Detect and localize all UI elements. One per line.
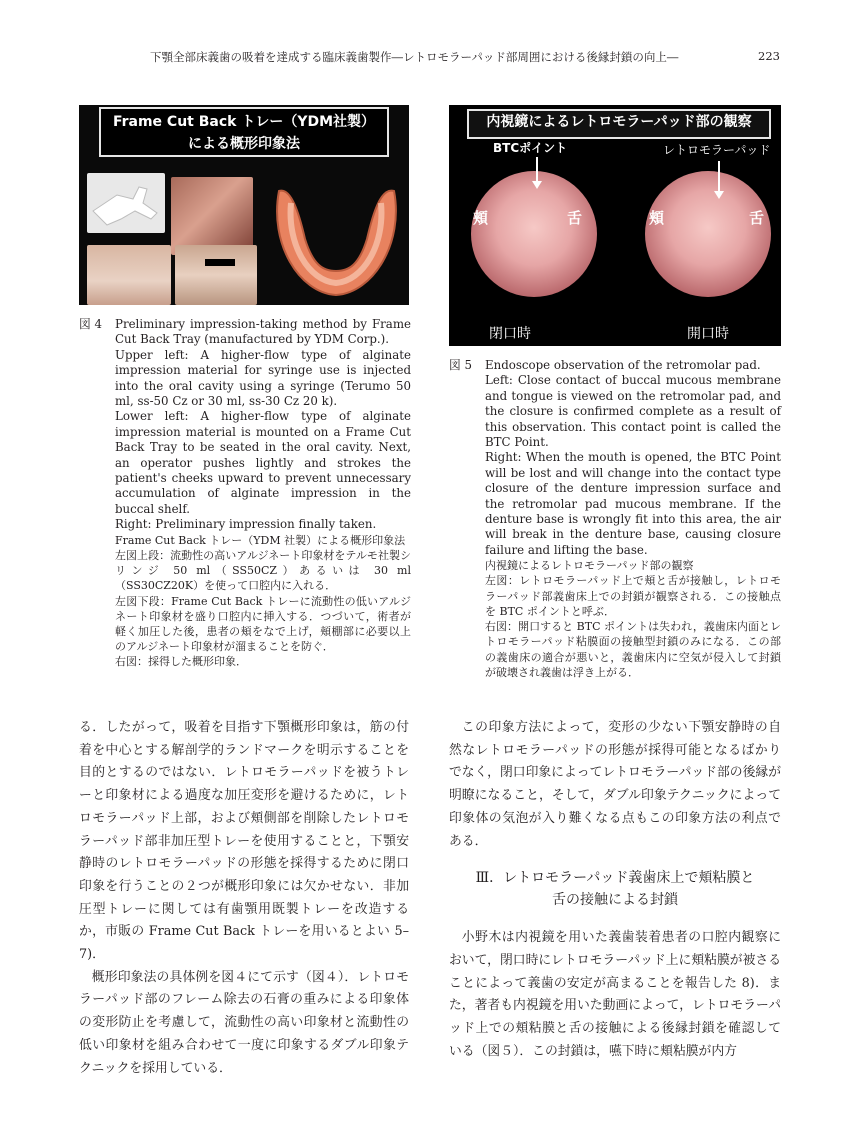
section-heading-3 — [449, 867, 781, 911]
figure-4-caption — [79, 317, 411, 670]
figure-4-caption-jp-1: 左図上段：流動性の高いアルジネート印象材をテルモ社製シリンジ 50 ml（SS50CZ）あるいは 30 ml（SS30CZ20K）を使って口腔内に入れる． — [115, 548, 411, 593]
retromolar-pad-label: レトロモラーパッド — [663, 143, 771, 157]
endoscope-view-open — [645, 171, 771, 297]
left-paragraph-1: る．したがって，吸着を目指す下顎概形印象は，筋の付着を中心とする解剖学的ランドマークを明示することを目的とするのではない．レトロモラーパッドを被うトレーと印象材による過度な加圧変形を避けるために，レトロモラーパッド上部，および頬側部を削除したレトロモラーパッド部非加圧型トレーを使用することと，下顎安静時のレトロモラーパッドの形態を採得するために閉口印象を行うことの２つが概形印象には欠かせない．非加圧型トレーに関しては有歯顎用既製トレーを改造するか，市販の Frame Cut Back トレーを用いるとよい 5–7)． — [79, 720, 409, 963]
tongue-label-left: 舌 — [567, 209, 583, 227]
figure-5-image — [449, 105, 781, 346]
endoscope-view-closed — [471, 171, 597, 297]
oral-injection-photo — [171, 177, 253, 255]
section-heading-line-1: Ⅲ．レトロモラーパッド義歯床上で頬粘膜と — [475, 870, 755, 887]
running-title: 下顎全部床義歯の吸着を達成する臨床義歯製作―レトロモラーパッド部周囲における後縁封鎖の向上― — [150, 50, 679, 64]
figure-4-title-line2: による概形印象法 — [188, 136, 300, 152]
closed-mouth-label: 閉口時 — [489, 326, 531, 342]
figure-4-title-line1: Frame Cut Back トレー（YDM社製） — [112, 114, 376, 130]
cheek-label-right: 頬 — [649, 209, 665, 227]
preliminary-impression-photo — [269, 183, 404, 301]
figure-5-image-title: 内視鏡によるレトロモラーパッド部の観察 — [467, 109, 771, 139]
figure-5-caption-jp-0: 内視鏡によるレトロモラーパッド部の観察 — [485, 559, 694, 573]
figure-4-caption-jp-3: 右図：採得した概形印象． — [115, 655, 247, 669]
figure-4-caption-en-3: Right: Preliminary impression finally taken. — [115, 517, 377, 532]
figure-4-caption-en-0: Preliminary impression-taking method by Frame Cut Back Tray (manufactured by YDM Corp.). — [115, 317, 411, 347]
retromolar-arrow-shaft — [718, 161, 720, 193]
figure-4-caption-en-2: Lower left: A higher-flow type of alginate impression material is mounted on a Frame Cut Back Tray to be seated in the oral cavity. Next, an operator pushes lightly and strokes the patient's cheeks upward to prevent unnecessary accumulation of alginate impression in the buccal shelf. — [115, 409, 411, 516]
figure-4-caption-jp-0: Frame Cut Back トレー（YDM 社製）による概形印象法 — [115, 533, 406, 547]
retromolar-arrow-head — [714, 191, 724, 199]
page-number: 223 — [758, 49, 780, 63]
figure-5-caption — [449, 358, 781, 680]
section-heading-line-2: 舌の接触による封鎖 — [552, 892, 678, 909]
syringe-photo — [87, 173, 165, 233]
body-left-column — [79, 717, 409, 1080]
open-mouth-label: 開口時 — [687, 326, 729, 342]
figure-4-label: 図 4 — [79, 317, 103, 331]
figure-5-caption-en-0: Endoscope observation of the retromolar pad. — [485, 358, 761, 372]
btc-arrow-shaft — [536, 157, 538, 183]
body-right-column — [449, 717, 781, 1063]
tray-seating-photo — [87, 245, 171, 305]
figure-5-caption-jp-2: 右図：開口すると BTC ポイントは失われ，義歯床内面とレトロモラーパッド粘膜面の接触型封鎖のみになる．この部の義歯床の適合が悪いと，義歯床内に空気が侵入して封鎖が破壊され義歯は浮き上がる． — [485, 620, 781, 679]
right-paragraph-2: 小野木は内視鏡を用いた義歯装着患者の口腔内観察において，閉口時にレトロモラーパッド上に頬粘膜が被さることによって義歯の安定が高まることを報告した 8)．また，著者も内視鏡を用いた動画によって，レトロモラーパッド上での頬粘膜と舌の接触による後縁封鎖を確認している（図５）．この封鎖は，嚥下時に頬粘膜が内方 — [449, 930, 781, 1059]
btc-point-label: BTCポイント — [493, 141, 568, 155]
figure-5-caption-en-1: Left: Close contact of buccal mucous membrane and tongue is viewed on the retromolar pad, and the closure is confirmed complete as a result of this observation. This contact point is called the BTC Point. — [485, 373, 781, 450]
right-paragraph-1: この印象方法によって，変形の少ない下顎安静時の自然なレトロモラーパッドの形態が採得可能となるばかりでなく，閉口印象によってレトロモラーパッド部の後縁が明瞭になること，そして，ダブル印象テクニックによって印象体の気泡が入り難くなる点もこの印象方法の利点である． — [449, 720, 781, 849]
left-paragraph-2: 概形印象法の具体例を図４にて示す（図４）．レトロモラーパッド部のフレーム除去の石膏の重みによる印象体の変形防止を考慮して，流動性の高い印象材と流動性の低い印象材を組み合わせて一度に印象するダブル印象テクニックを採用している． — [79, 969, 409, 1076]
figure-5-caption-en-2: Right: When the mouth is opened, the BTC Point will be lost and will change into the contact type closure of the denture impression surface and the retromolar pad mucous membrane. If the denture base is wrongly fit into this area, the air will break in the denture base, causing closure failure and lifting the base. — [485, 450, 781, 557]
tongue-label-right: 舌 — [749, 209, 765, 227]
figure-4-caption-en-1: Upper left: A higher-flow type of alginate impression material for syringe use is injected into the oral cavity using a syringe (Terumo 50 ml, ss-50 Cz or 30 ml, ss-30 Cz 20 k). — [115, 347, 411, 409]
btc-arrow-head — [532, 181, 542, 189]
cheek-stroke-photo — [175, 245, 257, 305]
running-header — [0, 49, 841, 69]
figure-4-caption-jp-2: 左図下段：Frame Cut Back トレーに流動性の低いアルジネート印象材を盛り口腔内に挿入する．つづいて，術者が軽く加圧した後，患者の頬をなで上げ，頬棚部に必要以上のアルジネート印象材が溜まることを防ぐ． — [115, 594, 411, 654]
figure-5-caption-jp-1: 左図：レトロモラーパッド上で頬と舌が接触し，レトロモラーパッド部義歯床上での封鎖が観察される．この接触点を BTC ポイントと呼ぶ． — [485, 574, 781, 618]
cheek-label-left: 頬 — [473, 209, 489, 227]
figure-4-image — [79, 105, 409, 305]
figure-4-image-title — [99, 107, 389, 157]
figure-5-label: 図 5 — [449, 358, 473, 372]
